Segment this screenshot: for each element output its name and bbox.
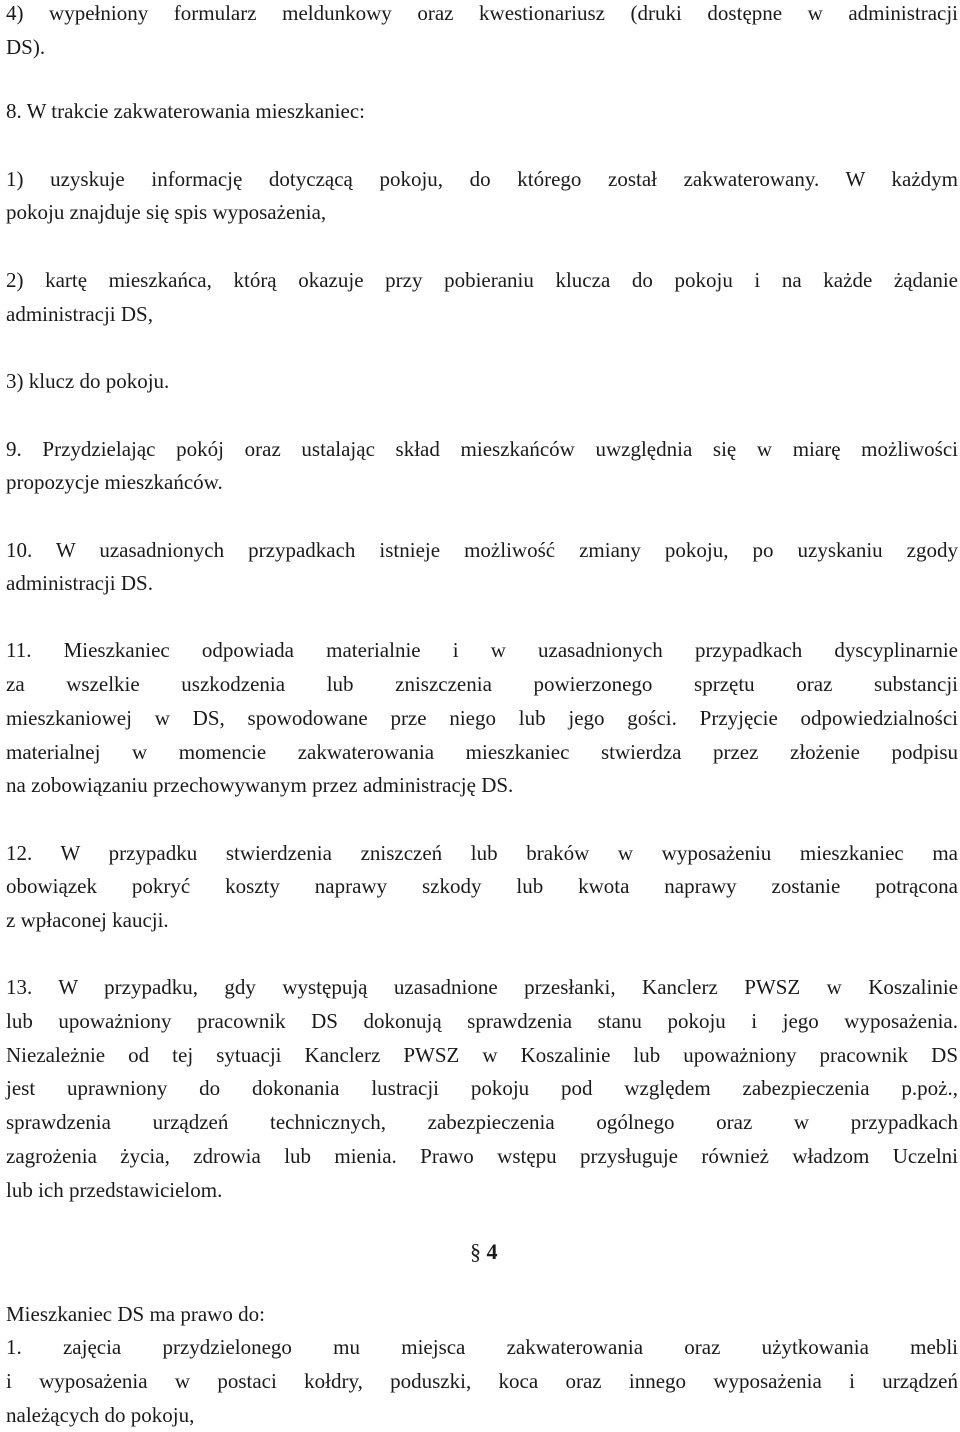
text-line: 1) uzyskuje informację dotyczącą pokoju, do którego został zakwaterowany. W każdym [6, 167, 958, 191]
text-line: i wyposażenia w postaci kołdry, poduszki, koca oraz innego wyposażenia i urządzeń [6, 1369, 958, 1393]
text-line: lub ich przedstawicielom. [6, 1178, 223, 1202]
text-line: DS). [6, 35, 46, 59]
text-line: na zobowiązaniu przechowywanym przez administrację DS. [6, 773, 514, 797]
text-line: administracji DS, [6, 302, 153, 326]
text-line: 2) kartę mieszkańca, którą okazuje przy pobieraniu klucza do pokoju i na każde żądanie [6, 268, 958, 292]
text-line: obowiązek pokryć koszty naprawy szkody lub kwota naprawy zostanie potrącona [6, 874, 958, 898]
section-symbol: § [470, 1239, 481, 1264]
section-heading [470, 1238, 498, 1266]
text-line: 11. Mieszkaniec odpowiada materialnie i w uzasadnionych przypadkach dyscyplinarnie [6, 638, 958, 662]
text-line: sprawdzenia urządzeń technicznych, zabezpieczenia ogólnego oraz w przypadkach [6, 1110, 958, 1134]
text-line: należących do pokoju, [6, 1403, 195, 1427]
text-line: mieszkaniowej w DS, spowodowane prze niego lub jego gości. Przyjęcie odpowiedzialności [6, 706, 958, 730]
text-line: Mieszkaniec DS ma prawo do: [6, 1302, 265, 1326]
text-line: 4) wypełniony formularz meldunkowy oraz kwestionariusz (druki dostępne w administracji [6, 1, 958, 25]
text-line: 3) klucz do pokoju. [6, 369, 170, 393]
text-line: pokoju znajduje się spis wyposażenia, [6, 200, 327, 224]
text-line: 9. Przydzielając pokój oraz ustalając skład mieszkańców uwzględnia się w miarę możliwości [6, 437, 958, 461]
text-line: zagrożenia życia, zdrowia lub mienia. Prawo wstępu przysługuje również władzom Uczelni [6, 1144, 958, 1168]
section-number: 4 [486, 1239, 498, 1264]
text-line: 12. W przypadku stwierdzenia zniszczeń lub braków w wyposażeniu mieszkaniec ma [6, 841, 958, 865]
text-line: lub upoważniony pracownik DS dokonują sprawdzenia stanu pokoju i jego wyposażenia. [6, 1009, 958, 1033]
text-line: 10. W uzasadnionych przypadkach istnieje możliwość zmiany pokoju, po uzyskaniu zgody [6, 538, 958, 562]
text-line: administracji DS. [6, 571, 153, 595]
text-line: 8. W trakcie zakwaterowania mieszkaniec: [6, 99, 365, 123]
text-line: propozycje mieszkańców. [6, 470, 223, 494]
text-line: za wszelkie uszkodzenia lub zniszczenia powierzonego sprzętu oraz substancji [6, 672, 958, 696]
text-line: jest uprawniony do dokonania lustracji pokoju pod względem zabezpieczenia p.poż., [6, 1076, 958, 1100]
text-line: Niezależnie od tej sytuacji Kanclerz PWSZ w Koszalinie lub upoważniony pracownik DS [6, 1043, 958, 1067]
text-line: materialnej w momencie zakwaterowania mieszkaniec stwierdza przez złożenie podpisu [6, 740, 958, 764]
text-line: 1. zajęcia przydzielonego mu miejsca zakwaterowania oraz użytkowania mebli [6, 1335, 958, 1359]
text-line: z wpłaconej kaucji. [6, 908, 169, 932]
text-line: 13. W przypadku, gdy występują uzasadnione przesłanki, Kanclerz PWSZ w Koszalinie [6, 975, 958, 999]
